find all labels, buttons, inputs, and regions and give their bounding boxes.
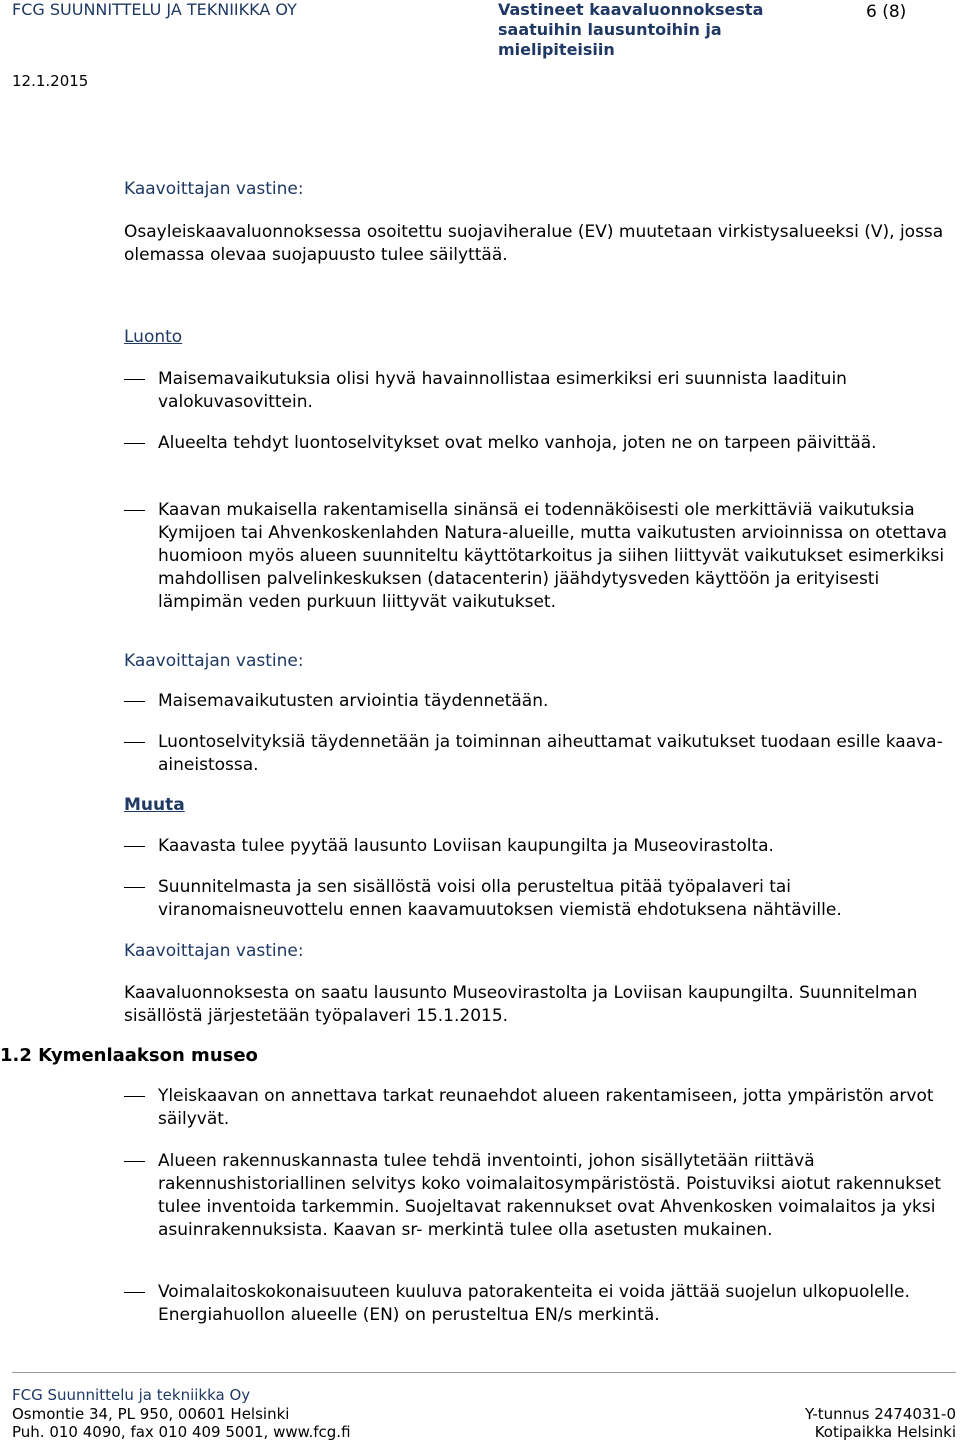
list-item-text: Voimalaitoskokonaisuuteen kuuluva patorakenteita ei voida jättää suojelun ulkopuolelle. Energiahuollon alueelle (EN) on perusteltua EN/s merkintä. <box>158 1282 910 1325</box>
dash-bullet-icon <box>124 742 145 743</box>
list-item <box>124 1150 960 1242</box>
dash-bullet-icon <box>124 887 145 888</box>
list-item <box>124 876 960 922</box>
dash-bullet-icon <box>124 1161 145 1162</box>
footer-divider <box>12 1372 956 1373</box>
footer-contact: Puh. 010 4090, fax 010 409 5001, www.fcg.fi <box>12 1423 351 1441</box>
list-item-text: Kaavan mukaisella rakentamisella sinänsä ei todennäköisesti ole merkittäviä vaikutuksia Kymijoen tai Ahvenkoskenlahden Natura-alueille, mutta vaikutusten arvioinnissa on otettava huomioon myös alueen suunniteltu käyttötarkoitus ja siihen liittyvät vaikutukset esimerkiksi mahdollisen palvelinkeskuksen (datacenterin) jäähdytysveden käyttöön ja erityisesti lämpimän veden purkuun liittyvät vaikutukset. <box>158 500 947 612</box>
list-item <box>124 690 960 713</box>
title-line: mielipiteisiin <box>498 40 615 59</box>
footer-ytunnus: Y-tunnus 2474031-0 <box>804 1405 956 1423</box>
list-item <box>124 432 960 455</box>
header-company: FCG SUUNNITTELU JA TEKNIIKKA OY <box>12 0 297 19</box>
list-item-text: Alueelta tehdyt luontoselvitykset ovat melko vanhoja, joten ne on tarpeen päivittää. <box>158 433 877 453</box>
dash-bullet-icon <box>124 443 145 444</box>
footer-kotipaikka: Kotipaikka Helsinki <box>814 1423 956 1441</box>
dash-bullet-icon <box>124 379 145 380</box>
luonto-heading: Luonto <box>124 327 183 347</box>
vastine-heading: Kaavoittajan vastine: <box>124 179 304 199</box>
dash-bullet-icon <box>124 1096 145 1097</box>
list-item <box>124 731 960 777</box>
list-item-text: Suunnitelmasta ja sen sisällöstä voisi olla perusteltua pitää työpalaveri tai viranomaisneuvottelu ennen kaavamuutoksen viemistä ehdotuksena nähtäville. <box>158 877 842 920</box>
page-number: 6 (8) <box>866 2 907 22</box>
list-item <box>124 1085 960 1131</box>
title-line: Vastineet kaavaluonnoksesta <box>498 0 764 19</box>
list-item-text: Yleiskaavan on annettava tarkat reunaehdot alueen rakentamiseen, jotta ympäristön arvot säilyvät. <box>158 1086 934 1129</box>
document-title <box>498 0 763 60</box>
dash-bullet-icon <box>124 846 145 847</box>
vastine-heading: Kaavoittajan vastine: <box>124 941 304 961</box>
section-heading: 1.2 Kymenlaakson museo <box>0 1045 258 1066</box>
vastine-heading: Kaavoittajan vastine: <box>124 651 304 671</box>
footer-address: Osmontie 34, PL 950, 00601 Helsinki <box>12 1405 290 1423</box>
vastine-text: Osayleiskaavaluonnoksessa osoitettu suojaviheralue (EV) muutetaan virkistysalueeksi (V), jossa olemassa olevaa suojapuusto tulee säilyttää. <box>124 222 944 265</box>
list-item <box>124 835 960 858</box>
list-item <box>124 499 960 614</box>
list-item-text: Alueen rakennuskannasta tulee tehdä inventointi, johon sisällytetään riittävä rakennushistoriallinen selvitys koko voimalaitosympäristöstä. Poistuviksi aiotut rakennukset tulee inventoida tarkemmin. Suojeltavat rakennukset ovat Ahvenkosken voimalaitos ja yksi asuinrakennuksista. Kaavan sr- merkintä tulee olla asetusten mukainen. <box>158 1151 942 1240</box>
list-item <box>124 1281 960 1327</box>
dash-bullet-icon <box>124 510 145 511</box>
footer-company: FCG Suunnittelu ja tekniikka Oy <box>12 1386 251 1404</box>
list-item-text: Maisemavaikutusten arviointia täydennetään. <box>158 691 549 711</box>
list-item <box>124 368 960 414</box>
list-item-text: Maisemavaikutuksia olisi hyvä havainnollistaa esimerkiksi eri suunnista laadituin valokuvasovittein. <box>158 369 847 412</box>
dash-bullet-icon <box>124 1292 145 1293</box>
vastine-text: Kaavaluonnoksesta on saatu lausunto Museovirastolta ja Loviisan kaupungilta. Suunnitelman sisällöstä järjestetään työpalaveri 15.1.2015. <box>124 983 918 1026</box>
title-line: saatuihin lausuntoihin ja <box>498 20 722 39</box>
list-item-text: Kaavasta tulee pyytää lausunto Loviisan kaupungilta ja Museovirastolta. <box>158 836 774 856</box>
list-item-text: Luontoselvityksiä täydennetään ja toiminnan aiheuttamat vaikutukset tuodaan esille kaava-aineistossa. <box>158 732 943 775</box>
dash-bullet-icon <box>124 701 145 702</box>
document-date: 12.1.2015 <box>12 72 89 90</box>
muuta-heading: Muuta <box>124 795 185 815</box>
